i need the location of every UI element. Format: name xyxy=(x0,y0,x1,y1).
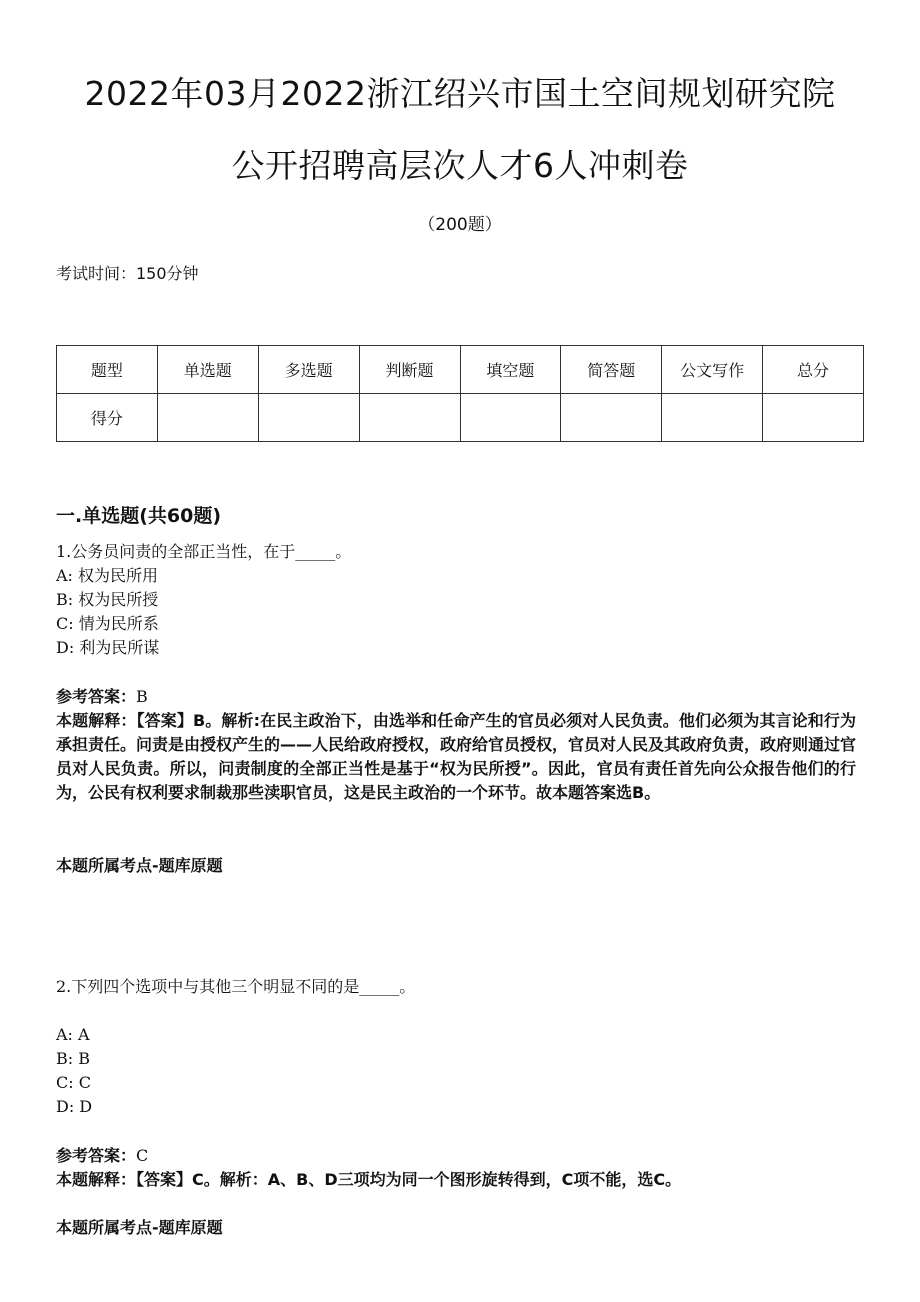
question-stem: 1.公务员问责的全部正当性，在于_____。 xyxy=(56,542,352,561)
answer-label: 参考答案： xyxy=(56,687,137,706)
table-cell: 总分 xyxy=(763,346,864,394)
answer-label: 参考答案： xyxy=(56,1146,137,1165)
answer-line xyxy=(56,685,148,709)
knowledge-point: 本题所属考点-题库原题 xyxy=(56,856,223,875)
answer-value: B xyxy=(136,687,148,706)
explanation xyxy=(56,1168,856,1192)
score-cell-empty xyxy=(662,394,763,442)
score-table-header-row xyxy=(57,346,864,394)
knowledge-point: 本题所属考点-题库原题 xyxy=(56,1218,223,1237)
section-heading: 一.单选题(共60题) xyxy=(56,505,222,527)
option-b: B: B xyxy=(56,1049,90,1068)
explanation xyxy=(56,709,856,805)
option-a: A: A xyxy=(56,1025,90,1044)
score-table xyxy=(56,345,864,442)
document-title-line1: 2022年03月2022浙江绍兴市国土空间规划研究院 xyxy=(84,74,836,113)
option-c: C: 情为民所系 xyxy=(56,614,159,633)
score-cell-empty xyxy=(763,394,864,442)
explanation-label: 本题解释： xyxy=(56,1170,137,1189)
answer-line xyxy=(56,1144,148,1168)
table-cell: 单选题 xyxy=(157,346,258,394)
table-cell: 判断题 xyxy=(359,346,460,394)
table-cell: 得分 xyxy=(57,394,158,442)
exam-time: 考试时间：150分钟 xyxy=(56,264,199,283)
table-cell: 题型 xyxy=(57,346,158,394)
option-d: D: D xyxy=(56,1097,93,1116)
score-cell-empty xyxy=(561,394,662,442)
score-cell-empty xyxy=(258,394,359,442)
document-title-line2: 公开招聘高层次人才6人冲刺卷 xyxy=(231,146,689,185)
explanation-label: 本题解释： xyxy=(56,711,137,730)
explanation-text: 【答案】B。解析:在民主政治下，由选举和任命产生的官员必须对人民负责。他们必须为其言论和行为承担责任。问责是由授权产生的——人民给政府授权，政府给官员授权，官员对人民及其政府负责，政府则通过官员对人民负责。所以，问责制度的全部正当性是基于“权为民所授”。因此，官员有责任首先向公众报告他们的行为，公民有权利要求制裁那些渎职官员，这是民主政治的一个环节。故本题答案选B。 xyxy=(56,711,857,802)
option-c: C: C xyxy=(56,1073,91,1092)
score-table-score-row xyxy=(57,394,864,442)
option-a: A: 权为民所用 xyxy=(56,566,159,585)
table-cell: 公文写作 xyxy=(662,346,763,394)
score-cell-empty xyxy=(157,394,258,442)
explanation-text: 【答案】C。解析：A、B、D三项均为同一个图形旋转得到，C项不能，选C。 xyxy=(136,1170,682,1189)
table-cell: 简答题 xyxy=(561,346,662,394)
question-count: （200题） xyxy=(418,215,502,235)
score-cell-empty xyxy=(460,394,561,442)
table-cell: 多选题 xyxy=(258,346,359,394)
score-cell-empty xyxy=(359,394,460,442)
option-d: D: 利为民所谋 xyxy=(56,638,160,657)
table-cell: 填空题 xyxy=(460,346,561,394)
question-stem: 2.下列四个选项中与其他三个明显不同的是_____。 xyxy=(56,977,416,996)
option-b: B: 权为民所授 xyxy=(56,590,159,609)
answer-value: C xyxy=(136,1146,149,1165)
